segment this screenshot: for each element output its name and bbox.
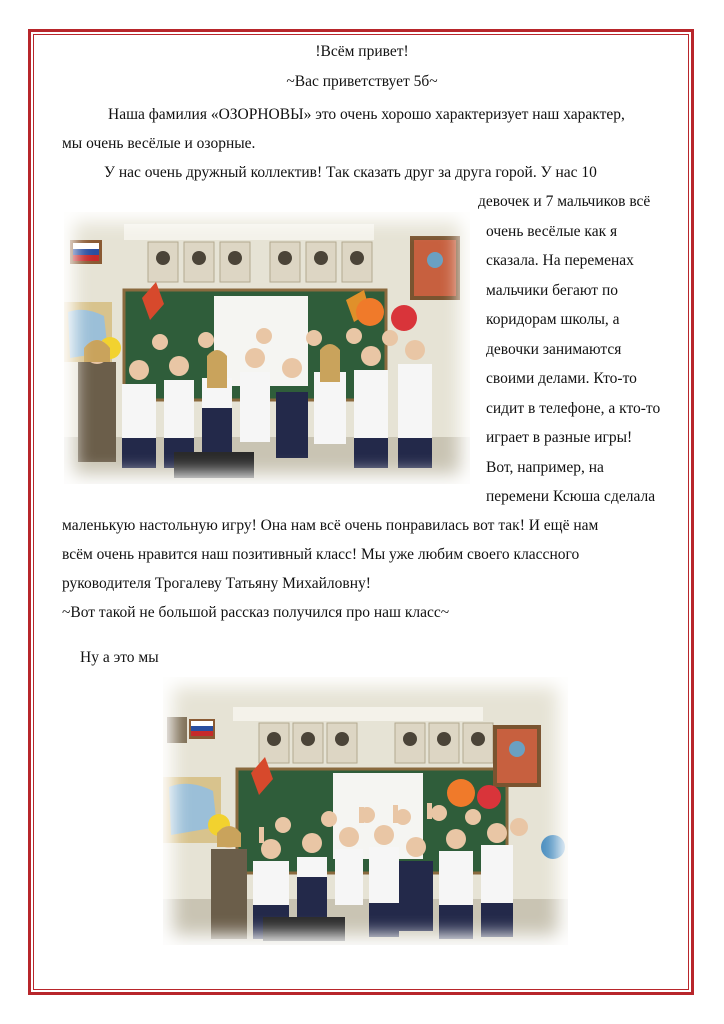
paragraph-line: очень весёлые как я (486, 223, 618, 240)
paragraph-line: ~Вот такой не большой рассказ получился про наш класс~ (62, 604, 450, 621)
subtitle-line: ~Вас приветствует 5б~ (286, 73, 438, 90)
paragraph-line: руководителя Трогалеву Татьяну Михайловну! (62, 575, 371, 592)
paragraph-line: мы очень весёлые и озорные. (62, 135, 256, 152)
paragraph-line: У нас очень дружный коллектив! Так сказать друг за друга горой. У нас 10 (104, 164, 597, 181)
paragraph-line: девочек и 7 мальчиков всё (478, 193, 651, 210)
paragraph-line: сказала. На переменах (486, 252, 634, 269)
paragraph-line: Вот, например, на (486, 459, 604, 476)
paragraph-line: девочки занимаются (486, 341, 622, 358)
paragraph-line: всём очень нравится наш позитивный класс! Мы уже любим своего классного (62, 546, 580, 563)
paragraph-line: играет в разные игры! (486, 429, 633, 446)
paragraph-line: коридорам школы, а (486, 311, 620, 328)
class-photo-1 (64, 212, 470, 484)
photo-caption: Ну а это мы (80, 649, 159, 666)
greeting-line: !Всём привет! (315, 43, 409, 60)
paragraph-line: мальчики бегают по (486, 282, 618, 299)
paragraph-line: сидит в телефоне, а кто-то (486, 400, 661, 417)
paragraph-line: маленькую настольную игру! Она нам всё очень понравилась вот так! И ещё нам (62, 517, 599, 534)
paragraph-line: перемени Ксюша сделала (486, 488, 656, 505)
paragraph-line: своими делами. Кто-то (486, 370, 637, 387)
paragraph-line: Наша фамилия «ОЗОРНОВЫ» это очень хорошо характеризует наш характер, (108, 106, 625, 123)
class-photo-2 (163, 677, 568, 945)
